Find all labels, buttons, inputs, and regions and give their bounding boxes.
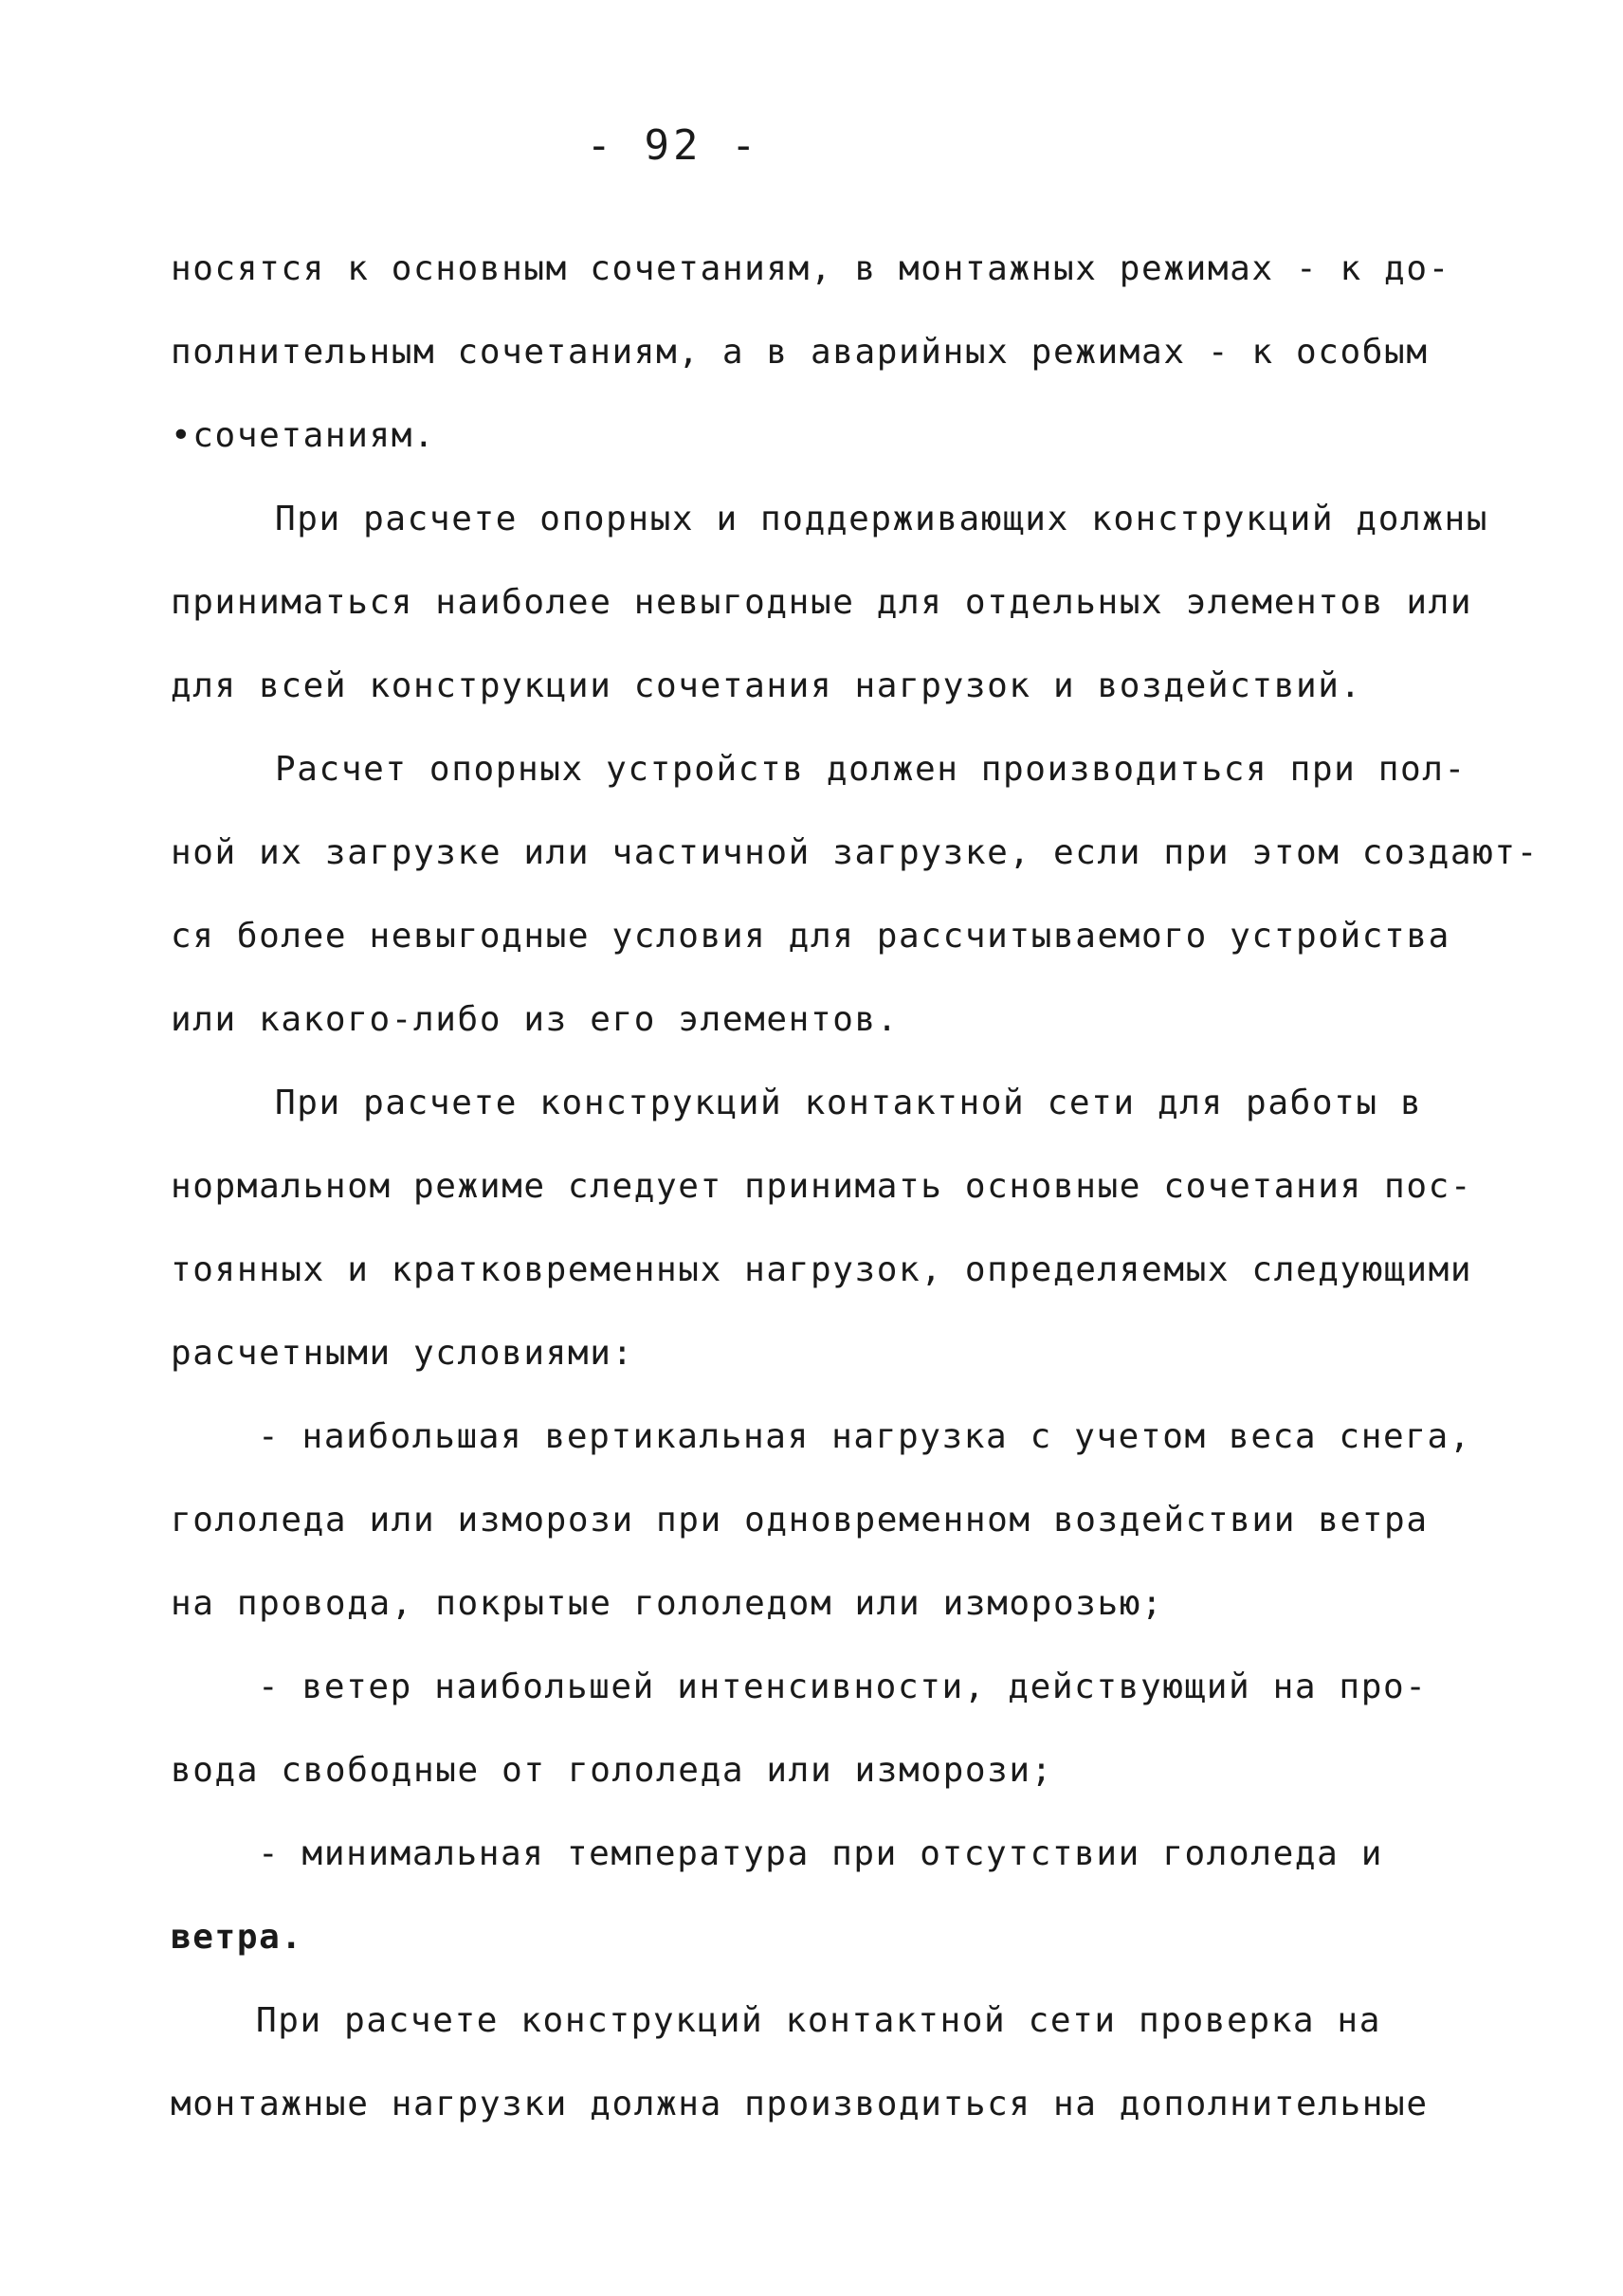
text-line: вода свободные от гололеда или изморози; <box>171 1751 1053 1790</box>
paragraph-start-line: При расчете конструкций контактной сети проверка на <box>256 2001 1381 2040</box>
text-line: •сочетаниям. <box>171 416 436 455</box>
text-line: ся более невыгодные условия для рассчитываемого устройства <box>171 917 1450 956</box>
paragraph-start-line: При расчете опорных и поддерживающих конструкций должны <box>275 500 1489 538</box>
text-line: гололеда или изморози при одновременном воздействии ветра <box>171 1501 1429 1540</box>
text-line: приниматься наиболее невыгодные для отдельных элементов или <box>171 583 1473 622</box>
text-line: носятся к основным сочетаниям, в монтажных режимах - к до- <box>171 249 1450 288</box>
paragraph-start-line: Расчет опорных устройств должен производиться при пол- <box>275 750 1467 789</box>
text-line: полнительным сочетаниям, а в аварийных режимах - к особым <box>171 333 1429 372</box>
list-item-line: - ветер наибольшей интенсивности, действующий на про- <box>258 1667 1428 1706</box>
text-line: для всей конструкции сочетания нагрузок и воздействий. <box>171 666 1362 705</box>
paragraph-start-line: При расчете конструкций контактной сети для работы в <box>275 1084 1423 1122</box>
text-line: на провода, покрытые гололедом или изморозью; <box>171 1584 1164 1623</box>
text-line: ветра. <box>171 1918 303 1957</box>
text-line: монтажные нагрузки должна производиться на дополнительные <box>171 2085 1429 2123</box>
text-line: тоянных и кратковременных нагрузок, определяемых следующими <box>171 1250 1473 1289</box>
text-line: ной их загрузке или частичной загрузке, если при этом создают- <box>171 833 1539 872</box>
text-line: или какого-либо из его элементов. <box>171 1000 900 1039</box>
text-line: нормальном режиме следует принимать основные сочетания пос- <box>171 1167 1473 1206</box>
list-item-line: - наибольшая вертикальная нагрузка с учетом веса снега, <box>258 1417 1472 1456</box>
text-line: расчетными условиями: <box>171 1334 634 1373</box>
list-item-line: - минимальная температура при отсутствии гололеда и <box>258 1834 1383 1873</box>
page-number: - 92 - <box>586 121 760 170</box>
